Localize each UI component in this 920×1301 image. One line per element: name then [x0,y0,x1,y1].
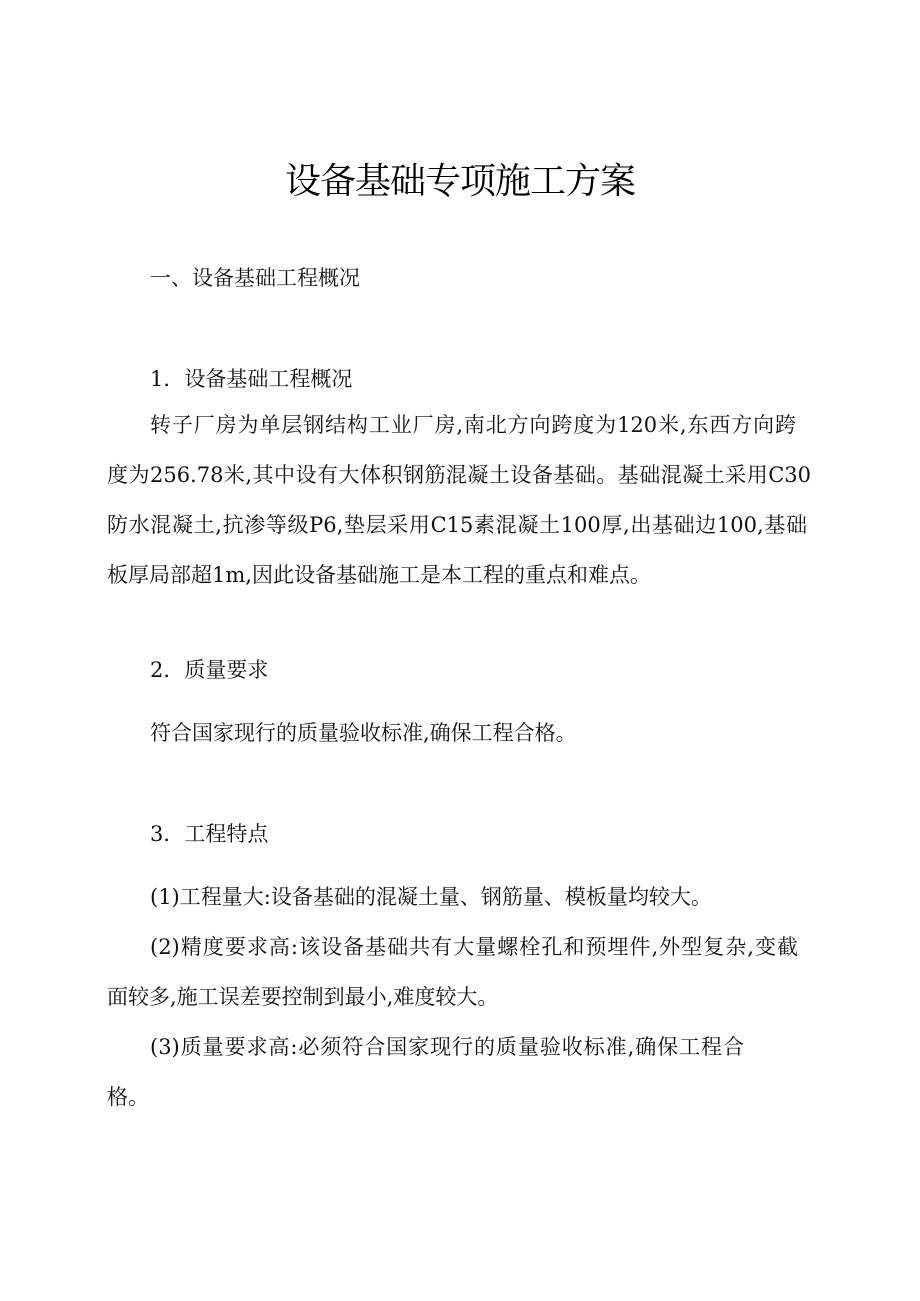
paragraph-line: 度为256.78米,其中设有大体积钢筋混凝土设备基础。基础混凝土采用C30 [107,463,811,487]
section-heading-1: 一、设备基础工程概况 [150,266,360,290]
paragraph-line: 转子厂房为单层钢结构工业厂房,南北方向跨度为120米,东西方向跨 [150,413,796,437]
list-item-continued: 面较多,施工误差要控制到最小,难度较大。 [107,985,499,1009]
subsection-heading-3: 3．工程特点 [150,822,269,846]
paragraph-line: 符合国家现行的质量验收标准,确保工程合格。 [150,721,577,745]
subsection-heading-1: 1．设备基础工程概况 [150,367,353,391]
document-title: 设备基础专项施工方案 [284,161,635,202]
list-item: (1)工程量大:设备基础的混凝土量、钢筋量、模板量均较大。 [150,885,712,909]
subsection-heading-2: 2．质量要求 [150,658,269,682]
list-item-continued: 格。 [107,1085,149,1109]
list-item: (2)精度要求高:该设备基础共有大量螺栓孔和预埋件,外型复杂,变截 [150,935,798,959]
list-item: (3)质量要求高:必须符合国家现行的质量验收标准,确保工程合 [150,1035,744,1059]
paragraph-line: 板厚局部超1m,因此设备基础施工是本工程的重点和难点。 [107,563,651,587]
paragraph-line: 防水混凝土,抗渗等级P6,垫层采用C15素混凝土100厚,出基础边100,基础 [107,513,807,537]
